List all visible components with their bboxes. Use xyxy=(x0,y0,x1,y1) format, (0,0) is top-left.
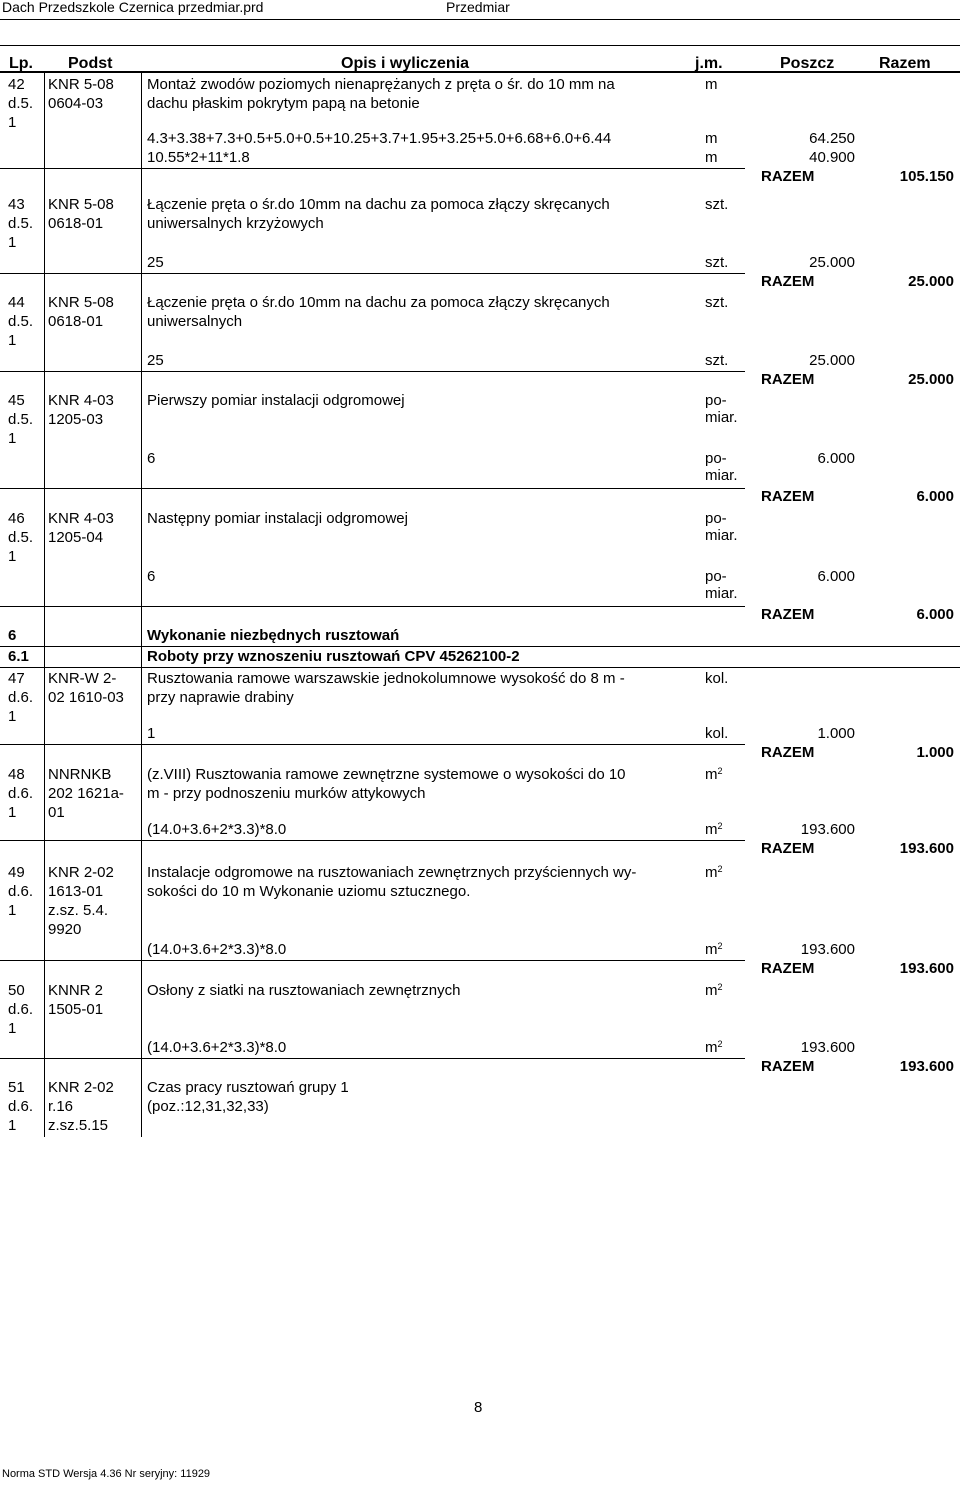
row-separator xyxy=(0,960,745,961)
item-49-razem-label: RAZEM xyxy=(761,960,815,977)
item-44-unit: szt. xyxy=(705,294,729,311)
item-49-podst: 9920 xyxy=(48,921,82,938)
item-46-desc: Następny pomiar instalacji odgromowej xyxy=(147,510,408,527)
item-50-calc-unit: $m^2$ xyxy=(705,1039,723,1056)
item-47-podst: 02 1610-03 xyxy=(48,689,124,706)
item-49-unit: $m^2$ xyxy=(705,864,723,881)
item-42-calc-value: 40.900 xyxy=(809,149,855,166)
item-44-calc-expr: 25 xyxy=(147,352,164,369)
item-45-razem-label: RAZEM xyxy=(761,488,815,505)
document-title: Przedmiar xyxy=(446,0,510,15)
row-separator xyxy=(0,744,745,745)
item-51-lp: 51 xyxy=(8,1079,25,1096)
item-45-unit: po- miar. xyxy=(705,392,738,426)
item-43-lp: 1 xyxy=(8,234,17,251)
item-49-lp: 49 xyxy=(8,864,25,881)
item-47-desc: przy naprawie drabiny xyxy=(147,689,294,706)
item-43-lp: 43 xyxy=(8,196,25,213)
item-43-desc: Łączenie pręta o śr.do 10mm na dachu za pomoca złączy skręcanych xyxy=(147,196,610,213)
item-43-calc-expr: 25 xyxy=(147,254,164,271)
item-42-lp: 42 xyxy=(8,76,25,93)
item-49-desc: sokości do 10 m Wykonanie uziomu sztucznego. xyxy=(147,883,471,900)
item-42-unit: m xyxy=(705,76,718,93)
item-47-razem-value: 1.000 xyxy=(916,744,954,761)
item-48-calc-expr: (14.0+3.6+2*3.3)*8.0 xyxy=(147,821,287,838)
item-45-lp: d.5. xyxy=(8,411,34,428)
item-48-podst: NNRNKB xyxy=(48,766,112,783)
item-44-podst: 0618-01 xyxy=(48,313,104,330)
item-48-unit: $m^2$ xyxy=(705,766,723,783)
table-top-border xyxy=(0,45,960,46)
page-number: 8 xyxy=(474,1399,483,1416)
col-razem: Razem xyxy=(879,55,931,72)
item-49-podst: KNR 2-02 xyxy=(48,864,114,881)
item-45-calc-unit: po- miar. xyxy=(705,450,738,484)
item-46-lp: 1 xyxy=(8,548,17,565)
file-name: Dach Przedszkole Czernica przedmiar.prd xyxy=(2,0,264,15)
item-45-podst: KNR 4-03 xyxy=(48,392,114,409)
item-51-desc: (poz.:12,31,32,33) xyxy=(147,1098,269,1115)
item-45-calc-expr: 6 xyxy=(147,450,156,467)
item-42-lp: d.5. xyxy=(8,95,34,112)
item-48-podst: 01 xyxy=(48,804,65,821)
item-44-lp: d.5. xyxy=(8,313,34,330)
item-50-desc: Osłony z siatki na rusztowaniach zewnętrznych xyxy=(147,982,461,999)
item-48-desc: (z.VIII) Rusztowania ramowe zewnętrzne systemowe o wysokości do 10 xyxy=(147,766,626,783)
item-49-calc-value: 193.600 xyxy=(800,941,855,958)
item-46-calc-expr: 6 xyxy=(147,568,156,585)
item-47-lp: 47 xyxy=(8,670,25,687)
item-49-calc-expr: (14.0+3.6+2*3.3)*8.0 xyxy=(147,941,287,958)
item-42-podst: KNR 5-08 xyxy=(48,76,114,93)
item-49-desc: Instalacje odgromowe na rusztowaniach zewnętrznych przyściennych wy- xyxy=(147,864,637,881)
item-46-razem-value: 6.000 xyxy=(916,606,954,623)
item-44-razem-label: RAZEM xyxy=(761,371,815,388)
item-50-lp: 1 xyxy=(8,1020,17,1037)
item-43-lp: d.5. xyxy=(8,215,34,232)
item-47-lp: 1 xyxy=(8,708,17,725)
item-47-lp: d.6. xyxy=(8,689,34,706)
section-title: Wykonanie niezbędnych rusztowań xyxy=(147,627,400,644)
item-42-calc-value: 64.250 xyxy=(809,130,855,147)
item-45-lp: 45 xyxy=(8,392,25,409)
item-44-desc: uniwersalnych xyxy=(147,313,243,330)
item-50-lp: d.6. xyxy=(8,1001,34,1018)
item-46-razem-label: RAZEM xyxy=(761,606,815,623)
item-44-lp: 1 xyxy=(8,332,17,349)
row-separator xyxy=(0,273,745,274)
item-42-calc-unit: m xyxy=(705,149,718,166)
podst-divider xyxy=(141,73,142,1137)
footer-text: Norma STD Wersja 4.36 Nr seryjny: 11929 xyxy=(2,1468,211,1480)
item-50-razem-label: RAZEM xyxy=(761,1058,815,1075)
item-51-lp: d.6. xyxy=(8,1098,34,1115)
item-42-calc-unit: m xyxy=(705,130,718,147)
section-rule xyxy=(0,646,960,647)
item-44-calc-value: 25.000 xyxy=(809,352,855,369)
item-46-calc-value: 6.000 xyxy=(817,568,855,585)
lp-divider xyxy=(44,73,45,1137)
col-lp: Lp. xyxy=(9,55,33,72)
item-51-lp: 1 xyxy=(8,1117,17,1134)
item-45-razem-value: 6.000 xyxy=(916,488,954,505)
item-45-podst: 1205-03 xyxy=(48,411,104,428)
item-46-calc-unit: po- miar. xyxy=(705,568,738,602)
subsection-number: 6.1 xyxy=(8,648,29,665)
item-51-desc: Czas pracy rusztowań grupy 1 xyxy=(147,1079,349,1096)
item-49-lp: d.6. xyxy=(8,883,34,900)
item-43-calc-value: 25.000 xyxy=(809,254,855,271)
item-42-desc: dachu płaskim pokrytym papą na betonie xyxy=(147,95,420,112)
col-jm: j.m. xyxy=(695,55,723,72)
item-43-calc-unit: szt. xyxy=(705,254,729,271)
item-48-desc: m - przy podnoszeniu murków attykowych xyxy=(147,785,426,802)
item-50-calc-expr: (14.0+3.6+2*3.3)*8.0 xyxy=(147,1039,287,1056)
item-48-podst: 202 1621a- xyxy=(48,785,124,802)
section-number: 6 xyxy=(8,627,17,644)
row-separator xyxy=(0,168,745,169)
item-49-podst: 1613-01 xyxy=(48,883,104,900)
item-46-lp: 46 xyxy=(8,510,25,527)
item-48-calc-unit: $m^2$ xyxy=(705,821,723,838)
item-47-calc-value: 1.000 xyxy=(817,725,855,742)
col-podst: Podst xyxy=(68,55,113,72)
item-48-lp: 48 xyxy=(8,766,25,783)
item-49-razem-value: 193.600 xyxy=(899,960,954,977)
item-43-podst: 0618-01 xyxy=(48,215,104,232)
item-42-razem-value: 105.150 xyxy=(899,168,954,185)
item-46-lp: d.5. xyxy=(8,529,34,546)
item-44-podst: KNR 5-08 xyxy=(48,294,114,311)
item-42-calc-expr: 4.3+3.38+7.3+0.5+5.0+0.5+10.25+3.7+1.95+3.25+5.0+6.68+6.0+6.44 xyxy=(147,130,612,147)
item-44-calc-unit: szt. xyxy=(705,352,729,369)
item-43-desc: uniwersalnych krzyżowych xyxy=(147,215,324,232)
item-50-lp: 50 xyxy=(8,982,25,999)
item-42-razem-label: RAZEM xyxy=(761,168,815,185)
item-48-calc-value: 193.600 xyxy=(800,821,855,838)
item-47-calc-expr: 1 xyxy=(147,725,156,742)
row-separator xyxy=(0,606,745,607)
item-48-razem-label: RAZEM xyxy=(761,840,815,857)
item-42-lp: 1 xyxy=(8,114,17,131)
item-43-razem-value: 25.000 xyxy=(908,273,954,290)
item-45-calc-value: 6.000 xyxy=(817,450,855,467)
item-51-podst: KNR 2-02 xyxy=(48,1079,114,1096)
item-48-razem-value: 193.600 xyxy=(899,840,954,857)
item-50-unit: $m^2$ xyxy=(705,982,723,999)
row-separator xyxy=(0,840,745,841)
item-50-podst: KNNR 2 xyxy=(48,982,104,999)
col-opis: Opis i wyliczenia xyxy=(341,55,470,72)
item-51-podst: r.16 xyxy=(48,1098,74,1115)
item-47-razem-label: RAZEM xyxy=(761,744,815,761)
section-rule xyxy=(0,667,960,668)
item-51-podst: z.sz.5.15 xyxy=(48,1117,109,1134)
col-poszcz: Poszcz xyxy=(780,55,835,72)
item-43-razem-label: RAZEM xyxy=(761,273,815,290)
item-42-desc: Montaż zwodów poziomych nienaprężanych z pręta o śr. do 10 mm na xyxy=(147,76,615,93)
item-49-lp: 1 xyxy=(8,902,17,919)
item-47-unit: kol. xyxy=(705,670,729,687)
item-50-calc-value: 193.600 xyxy=(800,1039,855,1056)
item-48-lp: d.6. xyxy=(8,785,34,802)
item-50-razem-value: 193.600 xyxy=(899,1058,954,1075)
item-44-lp: 44 xyxy=(8,294,25,311)
item-43-podst: KNR 5-08 xyxy=(48,196,114,213)
item-45-lp: 1 xyxy=(8,430,17,447)
item-43-unit: szt. xyxy=(705,196,729,213)
item-46-podst: 1205-04 xyxy=(48,529,104,546)
subsection-title: Roboty przy wznoszeniu rusztowań CPV 45262100-2 xyxy=(147,648,520,665)
item-47-desc: Rusztowania ramowe warszawskie jednokolumnowe wysokość do 8 m - xyxy=(147,670,625,687)
row-separator xyxy=(0,488,745,489)
row-separator xyxy=(0,1058,745,1059)
header-rule xyxy=(0,19,960,20)
item-49-podst: z.sz. 5.4. xyxy=(48,902,109,919)
item-44-razem-value: 25.000 xyxy=(908,371,954,388)
item-46-podst: KNR 4-03 xyxy=(48,510,114,527)
item-46-unit: po- miar. xyxy=(705,510,738,544)
item-49-calc-unit: $m^2$ xyxy=(705,941,723,958)
item-42-podst: 0604-03 xyxy=(48,95,104,112)
item-45-desc: Pierwszy pomiar instalacji odgromowej xyxy=(147,392,405,409)
item-48-lp: 1 xyxy=(8,804,17,821)
item-47-calc-unit: kol. xyxy=(705,725,729,742)
item-42-calc-expr: 10.55*2+11*1.8 xyxy=(147,149,250,166)
item-44-desc: Łączenie pręta o śr.do 10mm na dachu za pomoca złączy skręcanych xyxy=(147,294,610,311)
item-47-podst: KNR-W 2- xyxy=(48,670,117,687)
row-separator xyxy=(0,371,745,372)
item-50-podst: 1505-01 xyxy=(48,1001,104,1018)
